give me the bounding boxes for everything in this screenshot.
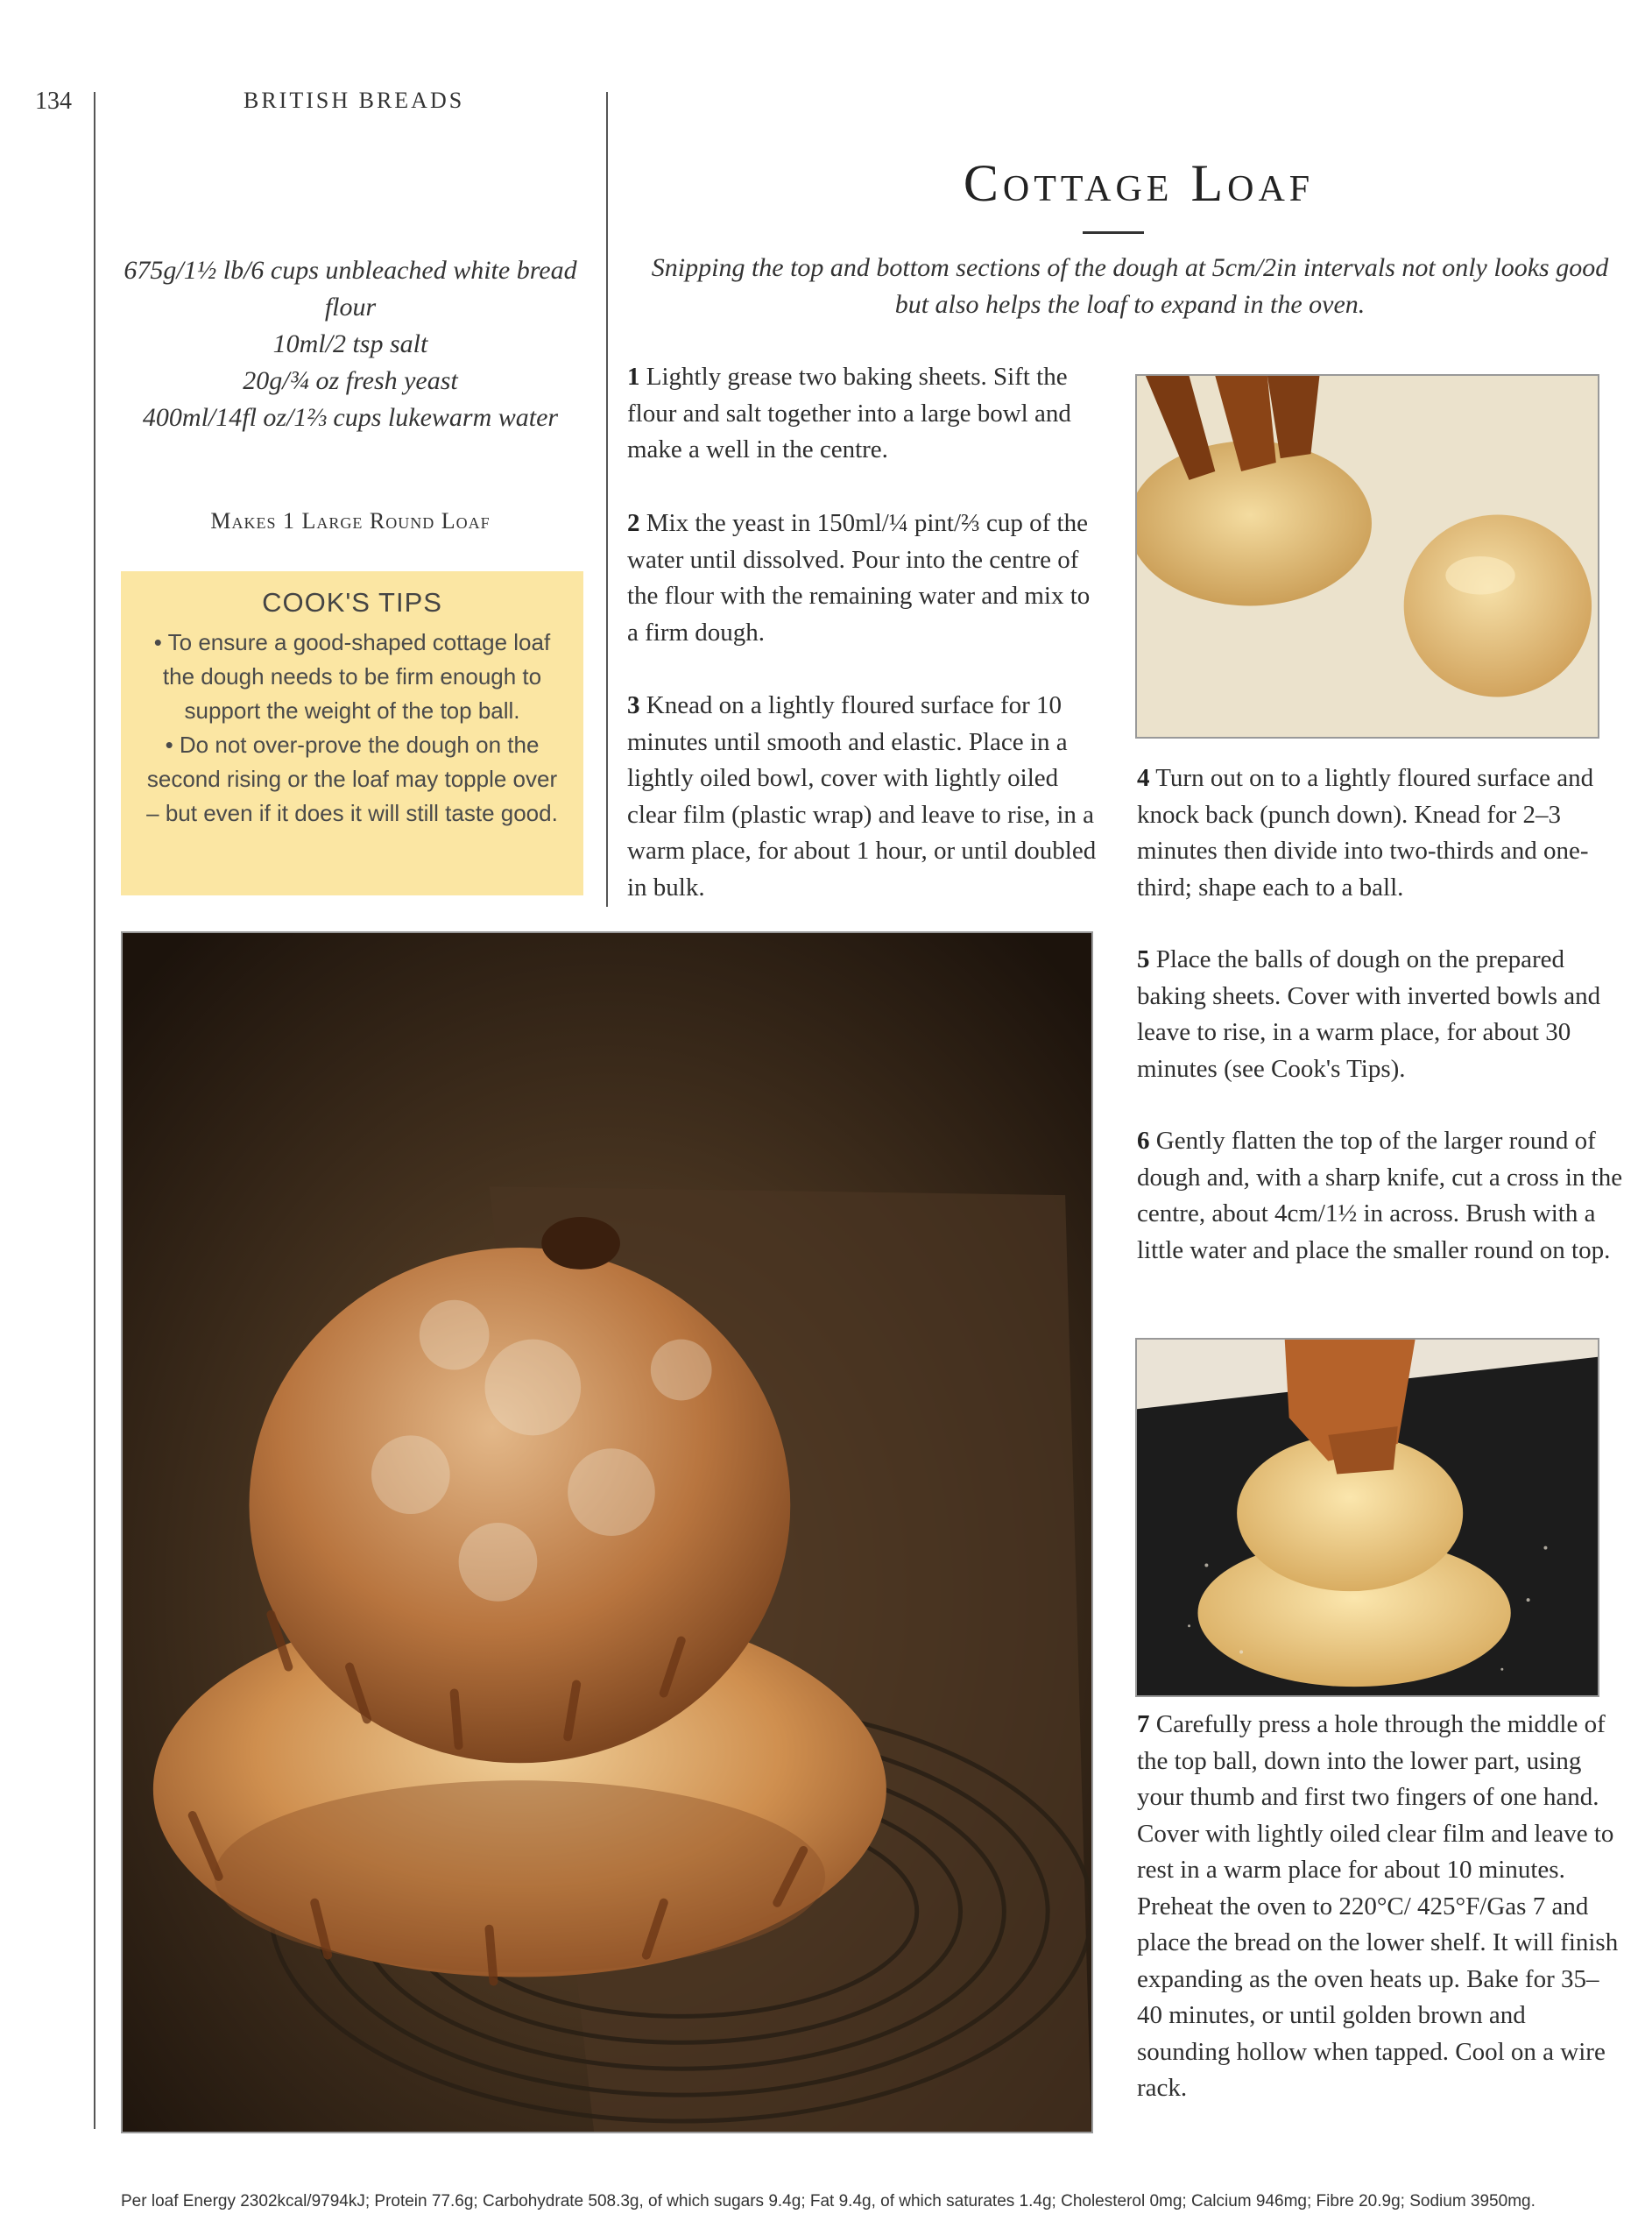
method-step-2: [627, 506, 1100, 651]
column-divider-middle: [606, 92, 608, 907]
cooks-tips-heading: COOK'S TIPS: [262, 587, 442, 618]
step-number: 2: [627, 509, 640, 537]
method-step-7: [1137, 1707, 1623, 2107]
recipe-intro: Snipping the top and bottom sections of the dough at 5cm/2in intervals not only looks good but also helps the loaf to expand in the oven.: [651, 253, 1609, 319]
ingredient-item: 20g/¾ oz fresh yeast: [243, 366, 458, 395]
step-text: Knead on a lightly floured surface for 10 minutes until smooth and elastic. Place in a lightly oiled bowl, cover with lightly oiled clear film (plastic wrap) and leave to rise, in a warm place, for about 1 hour, or until doubled in bulk.: [627, 691, 1097, 902]
cooks-tip: • Do not over-prove the dough on the second rising or the loaf may topple over – but even if it does it will still taste good.: [146, 732, 558, 826]
photo-dough-balls: [1135, 374, 1599, 739]
column-divider-left: [94, 92, 95, 2129]
method-step-6: [1137, 1123, 1623, 1269]
method-step-5: [1137, 942, 1623, 1087]
step-number: 3: [627, 691, 640, 719]
step-text: Turn out on to a lightly floured surface and knock back (punch down). Knead for 2–3 minutes then divide into two-thirds and one-third; shape each to a ball.: [1137, 764, 1594, 902]
step-number: 1: [627, 363, 640, 391]
step-number: 7: [1137, 1710, 1150, 1738]
step-text: Carefully press a hole through the middle of the top ball, down into the lower part, using your thumb and first two fingers of one hand. Cover with lightly oiled clear film and leave to rest in a warm place for about 10 minutes. Preheat the oven to 220°C/ 425°F/Gas 7 and place the bread on the lower shelf. It will finish expanding as the oven heats up. Bake for 35–40 minutes, or until golden brown and sounding hollow when tapped. Cool on a wire rack.: [1137, 1710, 1619, 2102]
ingredient-item: 10ml/2 tsp salt: [272, 329, 428, 358]
nutrition-info: Per loaf Energy 2302kcal/9794kJ; Protein 77.6g; Carbohydrate 508.3g, of which sugars 9.4g; Fat 9.4g, of which saturates 1.4g; Cholesterol 0mg; Calcium 946mg; Fibre 20.9g; Sodium 3950mg.: [121, 2192, 1536, 2210]
step-text: Place the balls of dough on the prepared baking sheets. Cover with inverted bowls and leave to rise, in a warm place, for about 30 minutes (see Cook's Tips).: [1137, 945, 1601, 1083]
photo-finished-loaf: [121, 931, 1093, 2133]
method-step-1: [627, 359, 1100, 469]
ingredient-item: 675g/1½ lb/6 cups unbleached white bread flour: [124, 256, 577, 322]
method-step-4: [1137, 760, 1623, 906]
cooks-tip: • To ensure a good-shaped cottage loaf the dough needs to be firm enough to support the weight of the top ball.: [153, 629, 551, 724]
photo-pressing-loaf: [1135, 1338, 1599, 1697]
recipe-title: Cottage Loaf: [963, 154, 1315, 212]
recipe-yield: Makes 1 Large Round Loaf: [210, 508, 491, 534]
section-title: BRITISH BREADS: [244, 88, 465, 113]
page-number: 134: [35, 88, 72, 115]
title-underline: [1083, 231, 1144, 234]
method-step-3: [627, 688, 1100, 906]
cooks-tips-box: [121, 571, 583, 895]
ingredients-list: [114, 252, 587, 436]
step-text: Mix the yeast in 150ml/¼ pint/⅔ cup of the water until dissolved. Pour into the centre of the flour with the remaining water and mix to a firm dough.: [627, 509, 1091, 647]
step-number: 6: [1137, 1127, 1150, 1155]
ingredient-item: 400ml/14fl oz/1⅔ cups lukewarm water: [142, 403, 559, 432]
step-number: 4: [1137, 764, 1150, 792]
step-text: Lightly grease two baking sheets. Sift the flour and salt together into a large bowl and make a well in the centre.: [627, 363, 1071, 463]
step-text: Gently flatten the top of the larger round of dough and, with a sharp knife, cut a cross in the centre, about 4cm/1½ in across. Brush with a little water and place the smaller round on top.: [1137, 1127, 1623, 1264]
step-number: 5: [1137, 945, 1150, 973]
